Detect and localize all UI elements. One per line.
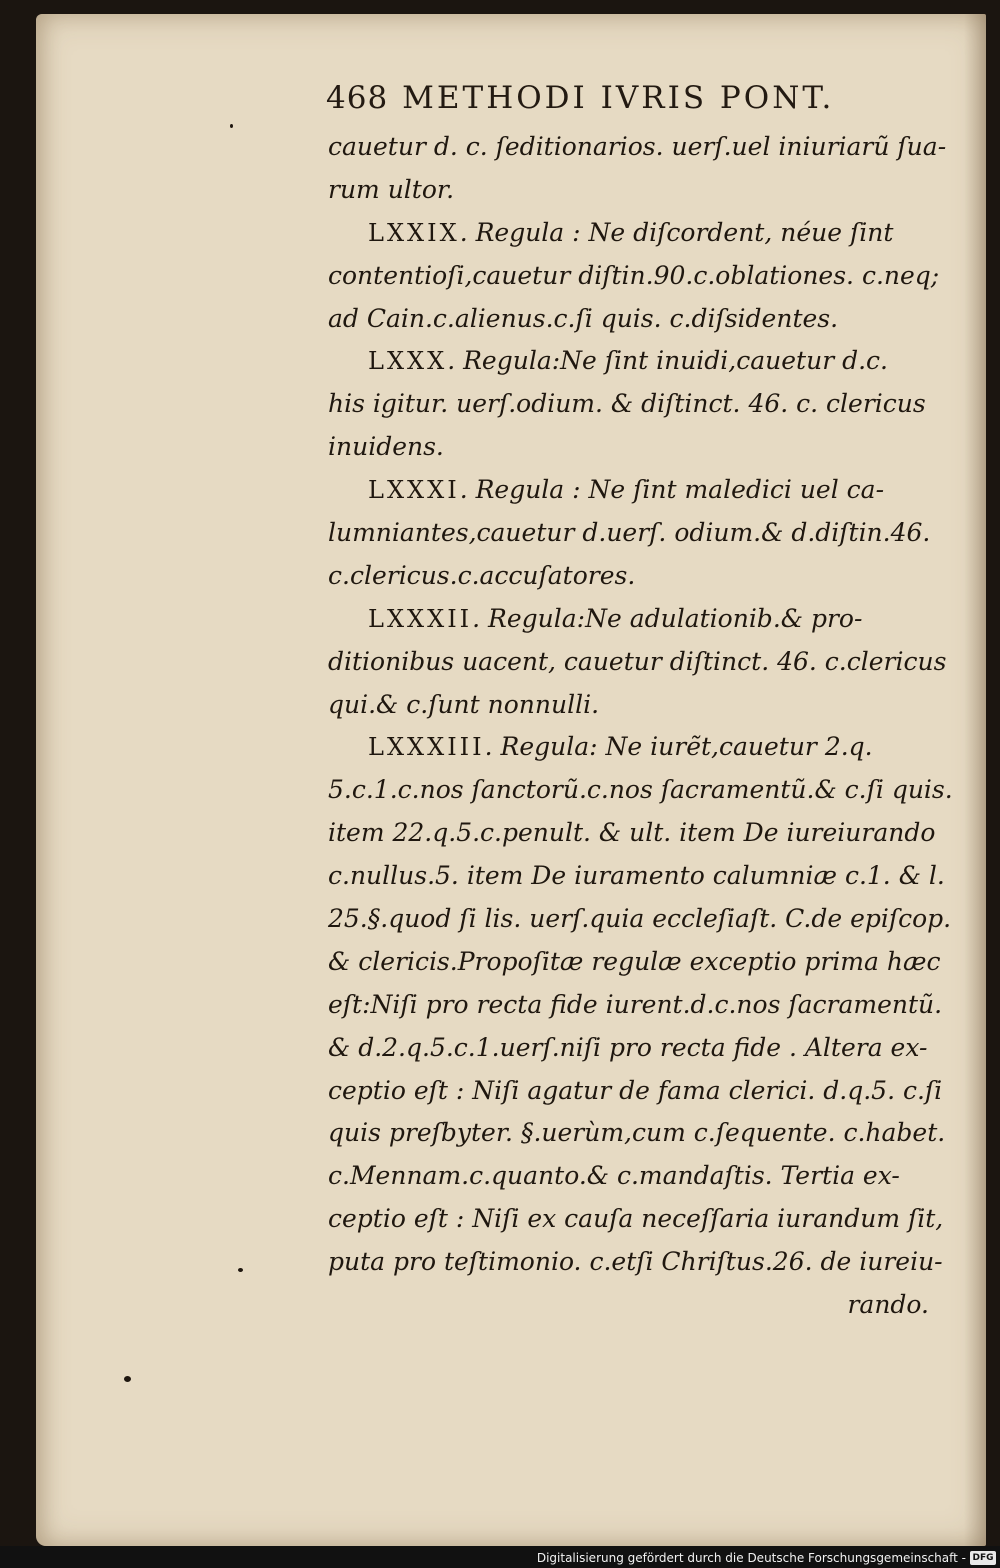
ink-speck xyxy=(230,124,233,128)
catchword-block xyxy=(328,1284,953,1327)
line-text: puta pro teſtimonio. c.etſi Chriſtus.26. de iureiu- xyxy=(328,1247,943,1277)
text-line xyxy=(328,598,953,641)
text-line xyxy=(328,212,953,255)
rule-numeral: LXXXI xyxy=(368,476,460,505)
text-line xyxy=(328,469,953,512)
ink-speck xyxy=(238,1268,243,1272)
line-text: . Regula : Ne ſint maledici uel ca- xyxy=(459,475,885,505)
line-text: his igitur. uerſ.odium. & diſtinct. 46. c. clericus xyxy=(328,389,926,419)
rule-numeral: LXXXII xyxy=(368,604,473,633)
text-line xyxy=(328,555,953,598)
line-text: cauetur d. c. ſeditionarios. uerſ.uel iniuriarũ ſua- xyxy=(328,132,947,161)
rule-numeral: LXXIX xyxy=(368,218,460,247)
page-number: 468 xyxy=(326,80,389,116)
text-line xyxy=(328,1112,953,1155)
line-text: 5.c.1.c.nos ſanctorũ.c.nos ſacramentũ.& c.ſi quis. xyxy=(328,775,953,805)
text-line xyxy=(328,1155,953,1198)
text-line xyxy=(328,1241,953,1284)
line-text: rum ultor. xyxy=(328,174,455,204)
text-line xyxy=(328,1070,953,1113)
line-text: c.nullus.5. item De iuramento calumniæ c.1. & l. xyxy=(328,861,945,891)
line-text: qui.& c.ſunt nonnulli. xyxy=(328,689,600,719)
text-line xyxy=(328,126,953,169)
page-edge-shadow xyxy=(964,14,986,1546)
line-text: item 22.q.5.c.penult. & ult. item De iureiurando xyxy=(328,818,936,848)
ink-speck xyxy=(124,1376,131,1382)
text-line xyxy=(328,812,953,855)
text-line xyxy=(328,255,953,298)
line-text: c.Mennam.c.quanto.& c.mandaſtis. Tertia ex- xyxy=(328,1161,900,1191)
text-line xyxy=(328,512,953,555)
text-line xyxy=(328,340,953,383)
text-line xyxy=(328,641,953,684)
line-text: c.clericus.c.accuſatores. xyxy=(328,560,636,590)
line-text: ceptio eſt : Niſi agatur de fama clerici. d.q.5. c.ſi xyxy=(328,1075,943,1105)
line-text: eſt:Niſi pro recta fide iurent.d.c.nos ſacramentũ. xyxy=(328,989,943,1019)
line-text: . Regula:Ne adulationib.& pro- xyxy=(472,603,863,633)
line-text: . Regula : Ne diſcordent, néue ſint xyxy=(459,217,894,247)
body-text xyxy=(328,126,953,1284)
line-text: ceptio eſt : Niſi ex cauſa neceſſaria iurandum ſit, xyxy=(328,1204,944,1234)
footer-bar xyxy=(0,1546,1000,1568)
text-line xyxy=(328,298,953,341)
running-title: METHODI IVRIS PONT. xyxy=(402,80,835,116)
line-text: & clericis.Propoſitæ regulæ exceptio prima hæc xyxy=(328,946,941,976)
line-text: inuidens. xyxy=(328,432,444,462)
text-line xyxy=(328,383,953,426)
catchword: rando. xyxy=(847,1290,929,1319)
line-text: contentioſi,cauetur diſtin.90.c.oblationes. c.neq; xyxy=(328,260,940,290)
text-line xyxy=(328,426,953,469)
text-line xyxy=(328,769,953,812)
text-line xyxy=(328,898,953,941)
line-text: 25.§.quod ſi lis. uerſ.quia eccleſiaſt. C.de epiſcop. xyxy=(328,904,952,934)
rule-numeral: LXXXIII xyxy=(368,733,485,762)
line-text: . Regula:Ne ſint inuidi,cauetur d.c. xyxy=(447,346,888,376)
running-header xyxy=(326,80,926,116)
line-text: & d.2.q.5.c.1.uerſ.niſi pro recta fide . Altera ex- xyxy=(328,1032,928,1062)
line-text: ditionibus uacent, cauetur diſtinct. 46. c.clericus xyxy=(328,646,947,676)
line-text: quis preſbyter. §.uerùm,cum c.ſequente. c.habet. xyxy=(328,1118,946,1148)
text-line xyxy=(328,855,953,898)
dfg-logo: DFG xyxy=(970,1551,996,1565)
text-line xyxy=(328,1198,953,1241)
text-line xyxy=(328,169,953,212)
text-line xyxy=(328,726,953,769)
text-line xyxy=(328,941,953,984)
text-line xyxy=(328,984,953,1027)
footer-credit: Digitalisierung gefördert durch die Deutsche Forschungsgemeinschaft - xyxy=(536,1551,966,1565)
line-text: ad Cain.c.alienus.c.ſi quis. c.diſsidentes. xyxy=(328,303,839,333)
rule-numeral: LXXX xyxy=(368,347,448,376)
text-line xyxy=(328,684,953,727)
line-text: . Regula: Ne iurẽt,cauetur 2.q. xyxy=(484,732,873,762)
line-text: lumniantes,cauetur d.uerſ. odium.& d.diſtin.46. xyxy=(328,518,931,548)
text-line xyxy=(328,1027,953,1070)
